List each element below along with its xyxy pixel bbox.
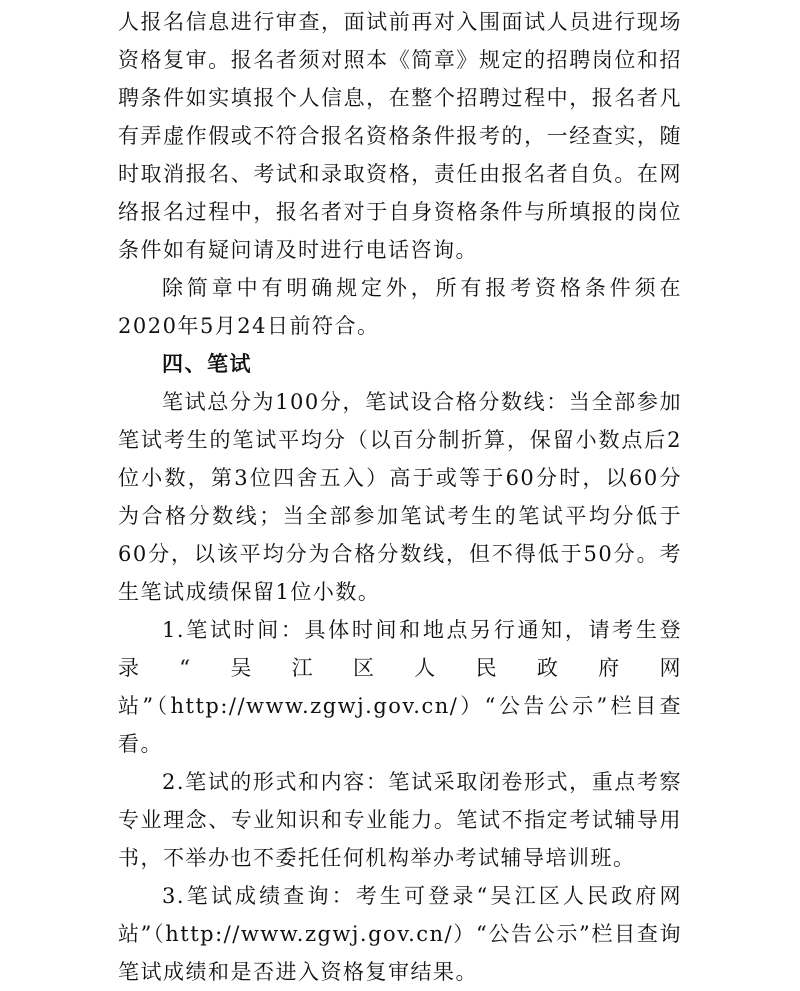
paragraph-qualification-deadline: 除简章中有明确规定外，所有报考资格条件须在2020年5月24日前符合。 xyxy=(118,276,682,338)
list-item-exam-time: 1.笔试时间：具体时间和地点另行通知，请考生登录“吴江区人民政府网站”（http://www.zgwj.gov.cn/）“公告公示”栏目查看。 xyxy=(118,618,682,756)
list-item-exam-format: 2.笔试的形式和内容：笔试采取闭卷形式，重点考察专业理念、专业知识和专业能力。笔试不指定考试辅导用书，不举办也不委托任何机构举办考试辅导培训班。 xyxy=(118,770,682,870)
section-heading-written-exam: 四、笔试 xyxy=(162,352,252,376)
list-item-score-query: 3.笔试成绩查询：考生可登录“吴江区人民政府网站”（http://www.zgwj.gov.cn/）“公告公示”栏目查询笔试成绩和是否进入资格复审结果。 xyxy=(118,884,682,984)
paragraph-qualification-review: 人报名信息进行审查，面试前再对入围面试人员进行现场资格复审。报名者须对照本《简章》规定的招聘岗位和招聘条件如实填报个人信息，在整个招聘过程中，报名者凡有弄虚作假或不符合报名资格条件报考的，一经查实，随时取消报名、考试和录取资格，责任由报名者自负。在网络报名过程中，报名者对于自身资格条件与所填报的岗位条件如有疑问请及时进行电话咨询。 xyxy=(118,10,682,262)
paragraph-written-exam-scoring: 笔试总分为100分，笔试设合格分数线：当全部参加笔试考生的笔试平均分（以百分制折算，保留小数点后2位小数，第3位四舍五入）高于或等于60分时，以60分为合格分数线；当全部参加笔试考生的笔试平均分低于60分，以该平均分为合格分数线，但不得低于50分。考生笔试成绩保留1位小数。 xyxy=(118,390,682,604)
